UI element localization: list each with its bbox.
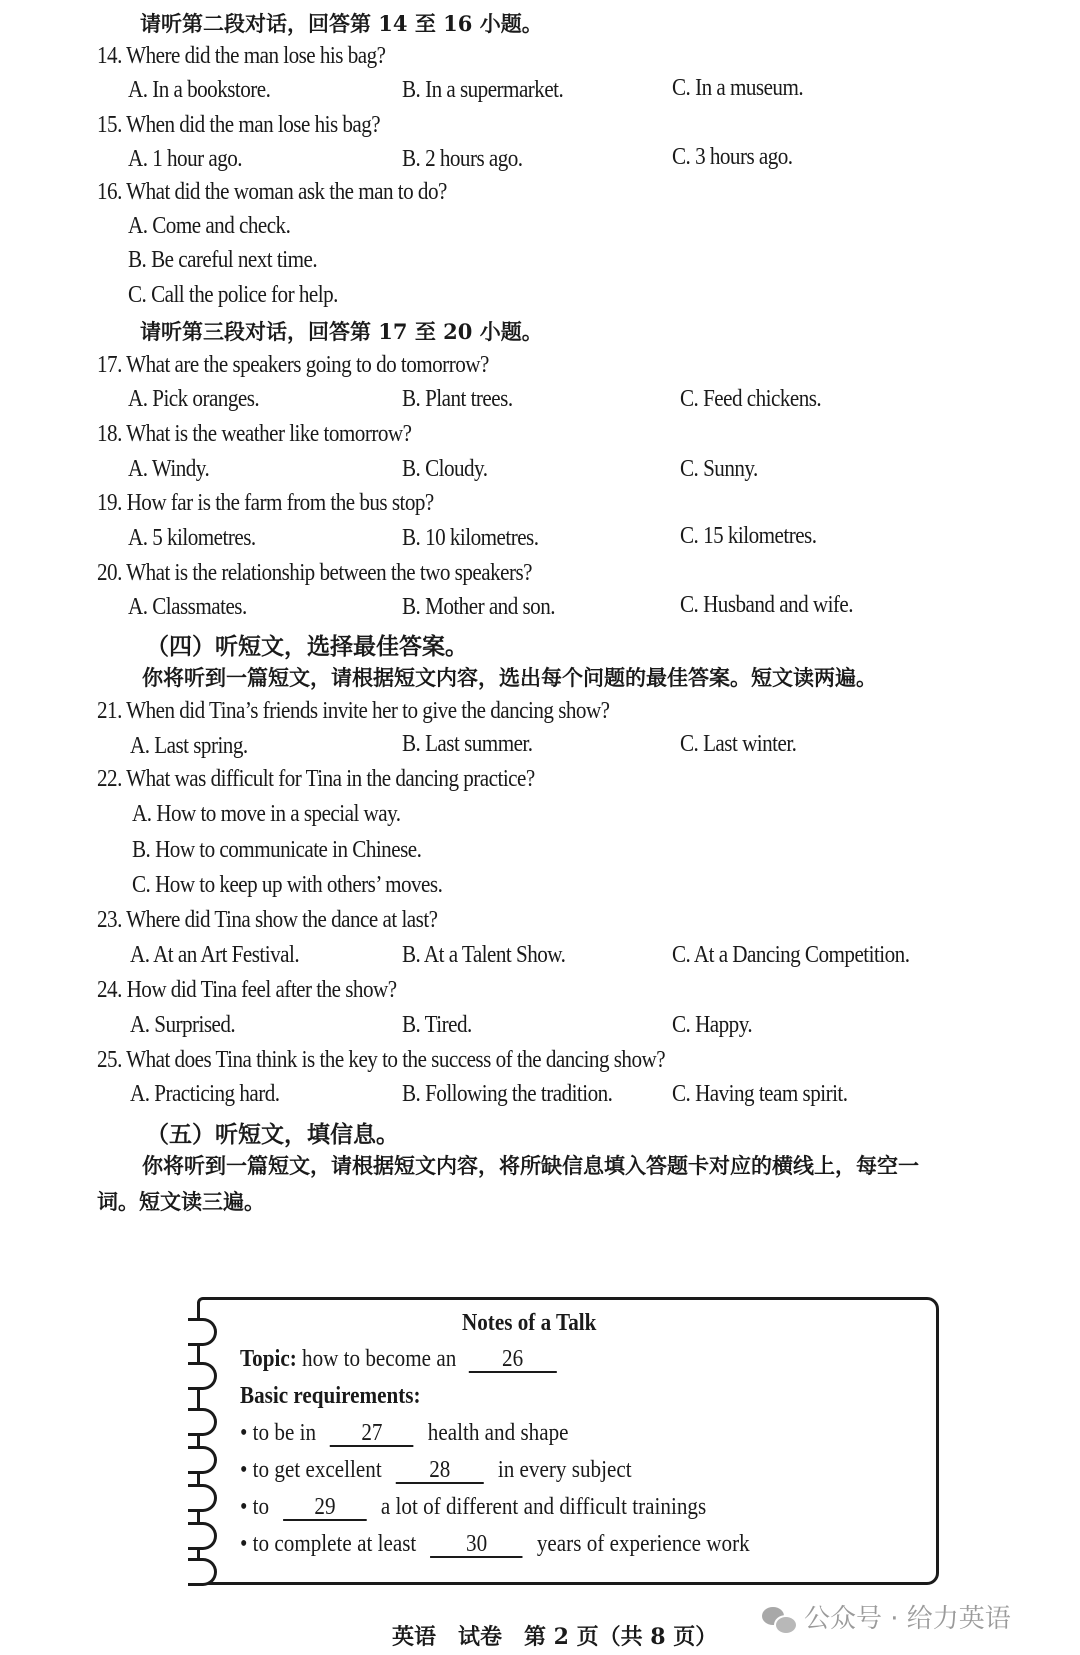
option-14b: B. In a supermarket. [402,77,564,103]
part-instruction: 你将听到一篇短文，请根据短文内容，将所缺信息填入答题卡对应的横线上，每空一 [142,1153,919,1178]
part-title: （四）听短文，选择最佳答案。 [146,634,468,660]
option-17a: A. Pick oranges. [128,386,260,412]
part-instruction-cont: 词。短文读三遍。 [97,1189,265,1214]
binder-ring-icon [188,1362,217,1390]
question-19: 19. How far is the farm from the bus stop? [97,490,434,516]
requirement-item: • to 29 a lot of different and difficult trainings [240,1494,707,1520]
question-25: 25. What does Tina think is the key to the success of the dancing show? [97,1047,666,1073]
question-24: 24. How did Tina feel after the show? [97,977,397,1003]
question-18: 18. What is the weather like tomorrow? [97,421,412,447]
option-20c: C. Husband and wife. [680,592,854,618]
question-15: 15. When did the man lose his bag? [97,112,381,138]
option-17b: B. Plant trees. [402,386,513,412]
section-instruction: 请听第二段对话，回答第 14 至 16 小题。 [140,11,543,36]
binder-ring-icon [188,1318,217,1346]
question-23: 23. Where did Tina show the dance at last? [97,907,438,933]
option-16a: A. Come and check. [128,213,291,239]
watermark: 公众号 · 给力英语 [762,1598,1011,1635]
option-18b: B. Cloudy. [402,456,488,482]
option-17c: C. Feed chickens. [680,386,822,412]
notes-topic [240,1346,557,1373]
basic-requirements-label: Basic requirements: [240,1383,421,1409]
option-15b: B. 2 hours ago. [402,146,523,172]
page-footer: 英语 试卷 第 2 页（共 8 页） [392,1624,718,1650]
part-instruction: 你将听到一篇短文，请根据短文内容，选出每个问题的最佳答案。短文读两遍。 [142,665,877,690]
option-25c: C. Having team spirit. [672,1081,848,1107]
notes-title: Notes of a Talk [462,1310,597,1336]
option-22c: C. How to keep up with others’ moves. [132,872,443,898]
option-22a: A. How to move in a special way. [132,801,401,827]
topic-text: how to become an [302,1346,457,1372]
option-21a: A. Last spring. [130,733,248,759]
option-16b: B. Be careful next time. [128,247,318,273]
requirement-item: • to get excellent 28 in every subject [240,1457,632,1483]
option-18a: A. Windy. [128,456,210,482]
notes-card [197,1297,939,1585]
option-20b: B. Mother and son. [402,594,555,620]
option-23b: B. At a Talent Show. [402,942,566,968]
option-24a: A. Surprised. [130,1012,236,1038]
binder-ring-icon [188,1558,217,1586]
binder-ring-icon [188,1408,217,1436]
blank-30[interactable]: 30 [430,1532,522,1558]
requirement-item: • to be in 27 health and shape [240,1420,569,1446]
option-24b: B. Tired. [402,1012,472,1038]
binder-ring-icon [188,1522,217,1550]
option-16c: C. Call the police for help. [128,282,338,308]
blank-28[interactable]: 28 [396,1458,484,1484]
question-16: 16. What did the woman ask the man to do? [97,179,447,205]
option-20a: A. Classmates. [128,594,247,620]
option-15a: A. 1 hour ago. [128,146,243,172]
part-title: （五）听短文，填信息。 [146,1122,399,1148]
option-14c: C. In a museum. [672,75,804,101]
blank-27[interactable]: 27 [330,1421,414,1447]
option-19c: C. 15 kilometres. [680,523,817,549]
question-21: 21. When did Tina’s friends invite her to give the dancing show? [97,698,610,724]
binder-ring-icon [188,1484,217,1512]
blank-26[interactable]: 26 [469,1347,557,1373]
option-21b: B. Last summer. [402,731,533,757]
question-22: 22. What was difficult for Tina in the dancing practice? [97,766,535,792]
option-24c: C. Happy. [672,1012,753,1038]
requirement-item: • to complete at least 30 years of experience work [240,1531,750,1557]
question-17: 17. What are the speakers going to do tomorrow? [97,352,489,378]
option-22b: B. How to communicate in Chinese. [132,837,422,863]
option-23a: A. At an Art Festival. [130,942,300,968]
option-21c: C. Last winter. [680,731,797,757]
topic-label: Topic: [240,1346,297,1372]
question-20: 20. What is the relationship between the two speakers? [97,560,533,586]
option-15c: C. 3 hours ago. [672,144,793,170]
option-25b: B. Following the tradition. [402,1081,613,1107]
option-18c: C. Sunny. [680,456,758,482]
question-14: 14. Where did the man lose his bag? [97,43,386,69]
option-19b: B. 10 kilometres. [402,525,539,551]
section-instruction: 请听第三段对话，回答第 17 至 20 小题。 [140,319,543,344]
blank-29[interactable]: 29 [283,1495,367,1521]
option-23c: C. At a Dancing Competition. [672,942,910,968]
binder-ring-icon [188,1446,217,1474]
wechat-icon [762,1607,796,1633]
option-19a: A. 5 kilometres. [128,525,256,551]
option-14a: A. In a bookstore. [128,77,271,103]
option-25a: A. Practicing hard. [130,1081,280,1107]
